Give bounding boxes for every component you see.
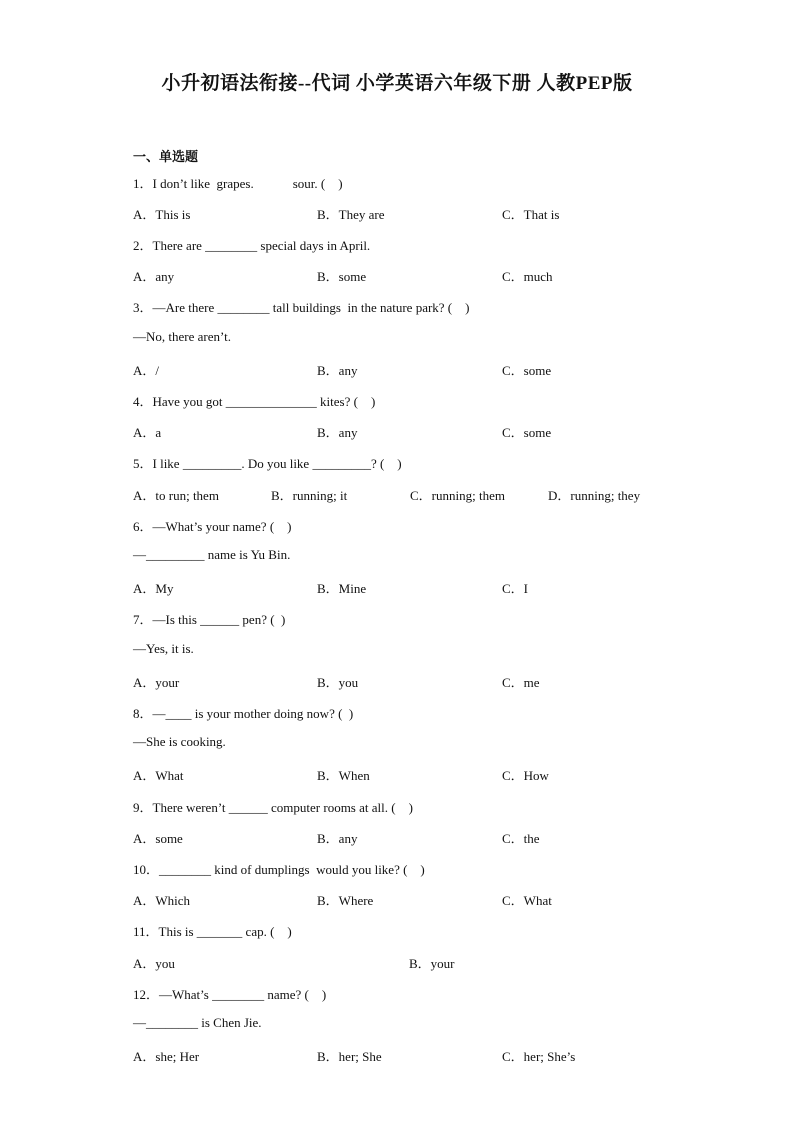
question-10-stem: 10．________ kind of dumplings would you like? ( ) [133, 862, 425, 877]
question-6-option-a[interactable]: A．My [133, 581, 174, 596]
question-3-stem: 3．—Are there ________ tall buildings in the nature park? ( ) [133, 300, 470, 315]
question-6-option-b[interactable]: B．Mine [317, 581, 367, 596]
question-7-answer: —Yes, it is. [133, 641, 194, 656]
question-3-answer: —No, there aren’t. [133, 329, 231, 344]
question-8-option-c[interactable]: C．How [502, 768, 549, 783]
question-8-option-a[interactable]: A．What [133, 768, 184, 783]
question-2-stem: 2．There are ________ special days in April. [133, 238, 371, 253]
question-4-option-a[interactable]: A．a [133, 425, 162, 440]
question-5-option-d[interactable]: D．running; they [548, 488, 641, 503]
question-12-option-c[interactable]: C．her; She’s [502, 1049, 576, 1064]
question-11-option-a[interactable]: A．you [133, 956, 175, 971]
question-11-stem: 11．This is _______ cap. ( ) [133, 924, 292, 939]
question-5-option-b[interactable]: B．running; it [271, 488, 348, 503]
question-6-answer: —_________ name is Yu Bin. [133, 547, 291, 562]
question-12-option-a[interactable]: A．she; Her [133, 1049, 200, 1064]
question-7-stem: 7．—Is this ______ pen? ( ) [133, 612, 286, 627]
question-10-option-c[interactable]: C．What [502, 893, 552, 908]
question-6-stem: 6．—What’s your name? ( ) [133, 519, 292, 534]
question-12-option-b[interactable]: B．her; She [317, 1049, 382, 1064]
question-7-option-a[interactable]: A．your [133, 675, 180, 690]
question-8-answer: —She is cooking. [133, 734, 226, 749]
question-8-stem: 8．—____ is your mother doing now? ( ) [133, 706, 354, 721]
question-9-option-c[interactable]: C．the [502, 831, 540, 846]
question-1-option-b[interactable]: B．They are [317, 207, 385, 222]
question-11-option-b[interactable]: B．your [409, 956, 455, 971]
document-title: 小升初语法衔接--代词 小学英语六年级下册 人教PEP版 [161, 73, 633, 94]
question-4-option-c[interactable]: C．some [502, 425, 552, 440]
question-4-option-b[interactable]: B．any [317, 425, 358, 440]
question-5-option-c[interactable]: C．running; them [410, 488, 505, 503]
question-9-option-a[interactable]: A．some [133, 831, 183, 846]
question-5-stem: 5．I like _________. Do you like _________? ( ) [133, 456, 402, 471]
question-3-option-a[interactable]: A．/ [133, 363, 160, 378]
question-4-stem: 4．Have you got ______________ kites? ( ) [133, 394, 376, 409]
question-10-option-b[interactable]: B．Where [317, 893, 374, 908]
question-10-option-a[interactable]: A．Which [133, 893, 191, 908]
question-2-option-a[interactable]: A．any [133, 269, 175, 284]
question-1-stem: 1．I don’t like grapes. sour. ( ) [133, 176, 343, 191]
question-9-option-b[interactable]: B．any [317, 831, 358, 846]
section-heading: 一、单选题 [133, 149, 199, 164]
question-12-answer: —________ is Chen Jie. [133, 1015, 262, 1030]
question-1-option-a[interactable]: A．This is [133, 207, 191, 222]
question-7-option-b[interactable]: B．you [317, 675, 359, 690]
question-6-option-c[interactable]: C．I [502, 581, 529, 596]
question-8-option-b[interactable]: B．When [317, 768, 370, 783]
question-3-option-c[interactable]: C．some [502, 363, 552, 378]
question-12-stem: 12．—What’s ________ name? ( ) [133, 987, 327, 1002]
question-2-option-b[interactable]: B．some [317, 269, 367, 284]
question-1-option-c[interactable]: C．That is [502, 207, 560, 222]
question-5-option-a[interactable]: A．to run; them [133, 488, 219, 503]
question-3-option-b[interactable]: B．any [317, 363, 358, 378]
question-2-option-c[interactable]: C．much [502, 269, 553, 284]
question-9-stem: 9．There weren’t ______ computer rooms at all. ( ) [133, 800, 413, 815]
question-7-option-c[interactable]: C．me [502, 675, 540, 690]
